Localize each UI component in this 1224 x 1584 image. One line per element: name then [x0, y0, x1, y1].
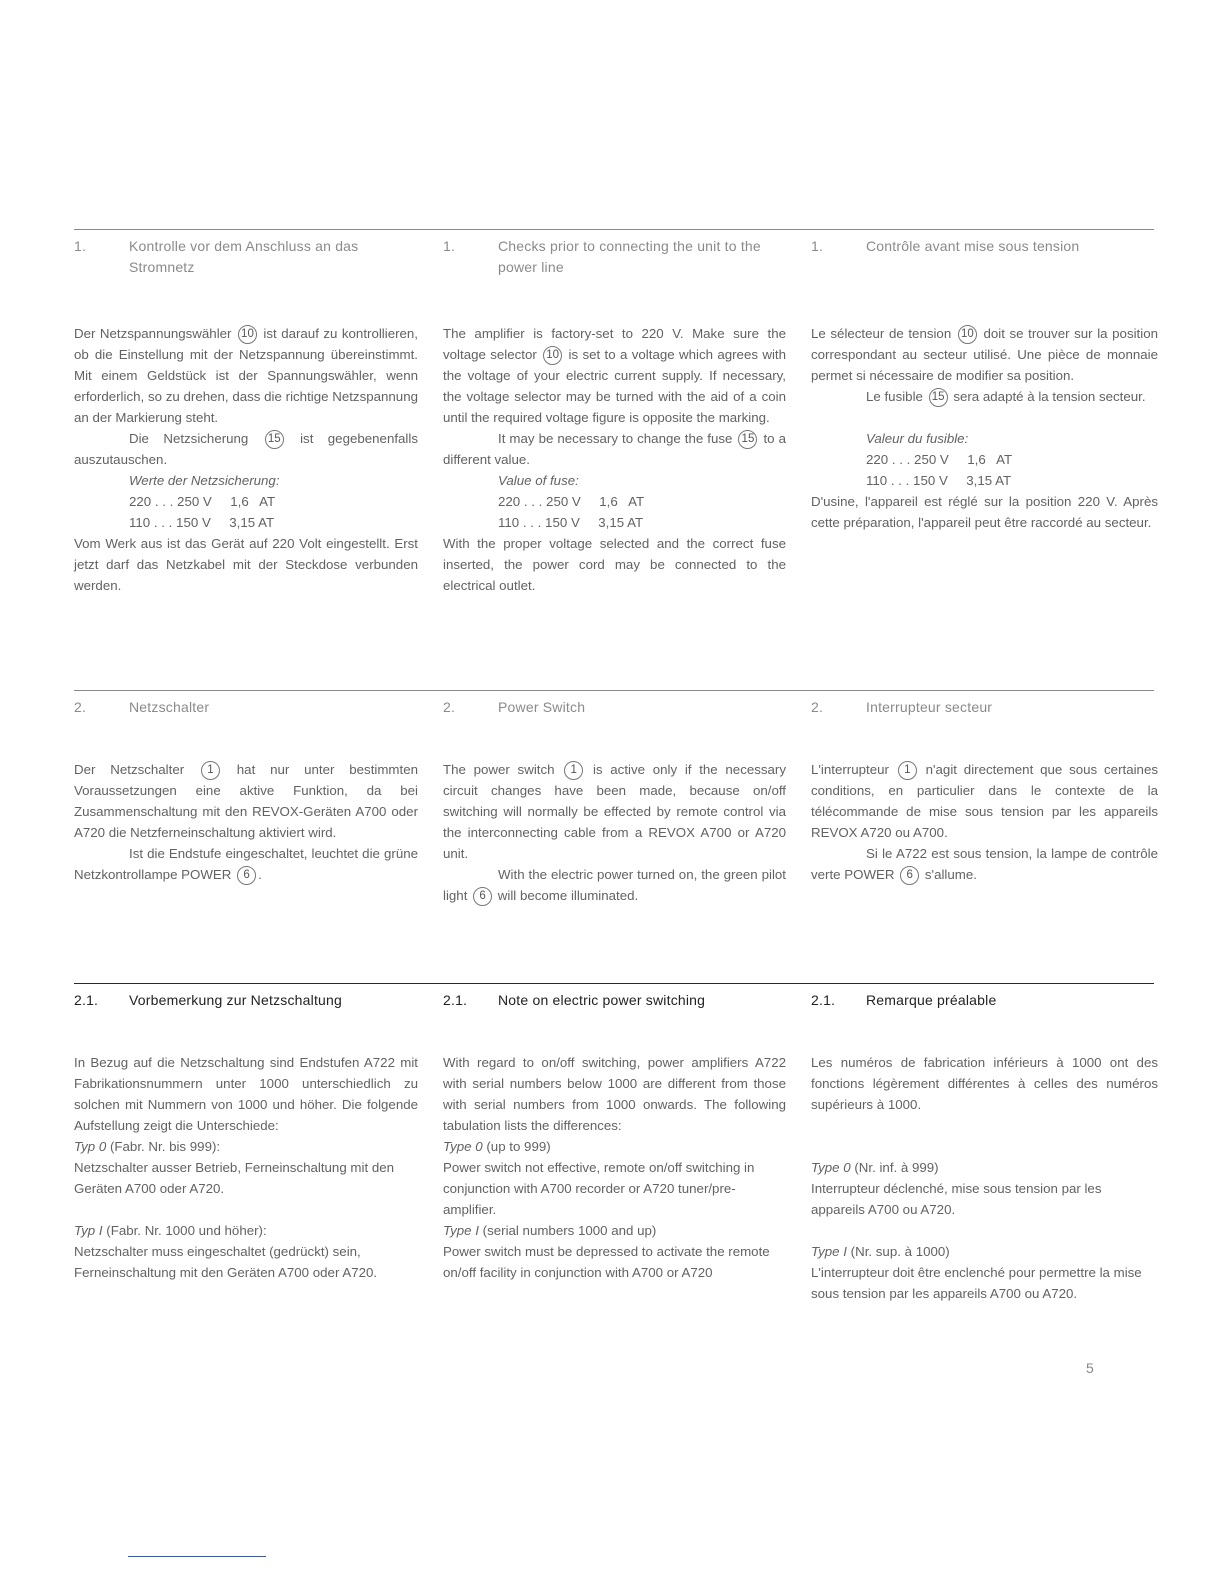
type-0-text: Netzschalter ausser Betrieb, Ferneinschaltung mit den Geräten A700 oder A720.	[74, 1160, 395, 1196]
type-1-heading	[74, 1220, 418, 1241]
fuse-table	[74, 470, 418, 533]
section-2-german	[74, 697, 418, 906]
heading-title: Remarque préalable	[866, 992, 997, 1008]
text: It may be necessary to change the fuse	[498, 431, 737, 446]
type-range: (up to 999)	[482, 1139, 551, 1154]
paragraph	[443, 864, 786, 906]
callout-6: 6	[900, 866, 919, 885]
spacer	[811, 1220, 1158, 1241]
paragraph: Vom Werk aus ist das Gerät auf 220 Volt eingestellt. Erst jetzt darf das Netzkabel mit der Steckdose verbunden werden.	[74, 536, 418, 593]
paragraph: With regard to on/off switching, power amplifiers A722 with serial numbers below 1000 are different from those with serial numbers from 1000 onwards. The following tabulation lists the differences:	[443, 1055, 786, 1133]
text: Le sélecteur de tension	[811, 326, 956, 341]
section-2-german-body	[74, 759, 418, 885]
section-1-german-heading	[74, 236, 418, 294]
fuse-table-title: Werte der Netzsicherung:	[129, 473, 280, 488]
text: s'allume.	[921, 867, 977, 882]
footer-rule	[128, 1556, 266, 1557]
heading-title: Contrôle avant mise sous tension	[866, 238, 1080, 254]
paragraph: Les numéros de fabrication inférieurs à 1000 ont des fonctions légèrement différentes à celles des numéros supérieurs à 1000.	[811, 1055, 1158, 1112]
heading-title: Interrupteur secteur	[866, 699, 993, 715]
type-0-heading	[74, 1136, 418, 1157]
callout-10: 10	[543, 346, 562, 365]
heading-number: 1.	[74, 238, 87, 254]
heading-number: 2.	[443, 699, 456, 715]
section-1-rule	[74, 229, 1154, 230]
text: Si le A722 est sous tension, la lampe de contrôle verte POWER	[811, 846, 1158, 882]
type-1-text: L'interrupteur doit être enclenché pour permettre la mise sous tension par les appareils A700 ou A720.	[811, 1265, 1142, 1301]
heading-title: Checks prior to connecting the unit to the power line	[498, 238, 761, 275]
section-2-1	[74, 990, 1158, 1304]
spacer	[74, 1199, 418, 1220]
callout-10: 10	[238, 325, 257, 344]
heading-number: 2.1.	[74, 992, 99, 1008]
type-1-text: Netzschalter muss eingeschaltet (gedrückt) sein, Ferneinschaltung mit den Geräten A700 oder A720.	[74, 1244, 378, 1280]
section-2-1-rule	[74, 983, 1154, 984]
section-2-1-english-heading	[443, 990, 786, 1048]
type-range: (Nr. inf. à 999)	[850, 1160, 939, 1175]
page-number: 5	[1086, 1360, 1094, 1376]
paragraph: In Bezug auf die Netzschaltung sind Endstufen A722 mit Fabrikationsnummern unter 1000 unterschiedlich zu solchen mit Nummern von 1000 und höher. Die folgende Aufstellung zeigt die Unterschiede:	[74, 1055, 418, 1133]
section-2-1-german	[74, 990, 418, 1304]
text: will become illuminated.	[494, 888, 639, 903]
heading-title: Kontrolle vor dem Anschluss an das Stromnetz	[129, 238, 359, 275]
text: to a different value.	[443, 431, 786, 467]
section-2-english-body	[443, 759, 786, 906]
text: ist gegebenenfalls auszutauschen.	[74, 431, 418, 467]
callout-10: 10	[958, 325, 977, 344]
fuse-row: 220 . . . 250 V 1,6 AT	[129, 494, 276, 509]
paragraph	[74, 323, 418, 428]
type-0-heading	[443, 1136, 786, 1157]
text: With the electric power turned on, the green pilot light	[443, 867, 786, 903]
type-0-text: Power switch not effective, remote on/off switching in conjunction with A700 recorder or A720 tuner/pre-amplifier.	[443, 1160, 755, 1217]
heading-title: Netzschalter	[129, 699, 210, 715]
callout-6: 6	[473, 887, 492, 906]
callout-15: 15	[265, 430, 284, 449]
type-0-text: Interrupteur déclenché, mise sous tension par les appareils A700 ou A720.	[811, 1181, 1102, 1217]
type-label: Type 0	[811, 1160, 851, 1175]
section-1-french-heading	[811, 236, 1158, 294]
type-0-heading	[811, 1157, 1158, 1178]
heading-title: Note on electric power switching	[498, 992, 706, 1008]
type-1-text: Power switch must be depressed to activate the remote on/off facility in conjunction with A700 or A720	[443, 1244, 770, 1280]
paragraph	[811, 843, 1158, 885]
section-2-1-german-heading	[74, 990, 418, 1048]
heading-number: 2.1.	[443, 992, 468, 1008]
section-1-english-heading	[443, 236, 786, 294]
heading-title: Power Switch	[498, 699, 586, 715]
section-2-french-heading	[811, 697, 1158, 755]
fuse-table-title: Value of fuse:	[498, 473, 579, 488]
callout-6: 6	[237, 866, 256, 885]
callout-15: 15	[738, 430, 757, 449]
fuse-row: 110 . . . 150 V 3,15 AT	[866, 473, 1012, 488]
section-1-english	[443, 236, 786, 596]
type-label: Type 0	[443, 1139, 483, 1154]
section-2-french	[811, 697, 1158, 906]
type-1-heading	[811, 1241, 1158, 1262]
type-label: Type I	[443, 1223, 479, 1238]
text: Der Netzspannungswähler	[74, 326, 236, 341]
text: The amplifier is factory-set to 220 V. Make sure the voltage selector	[443, 326, 786, 362]
callout-1: 1	[201, 761, 220, 780]
callout-1: 1	[898, 761, 917, 780]
paragraph	[811, 386, 1158, 407]
section-1-german	[74, 236, 418, 596]
heading-number: 2.	[811, 699, 824, 715]
type-range: (Nr. sup. à 1000)	[846, 1244, 950, 1259]
text: .	[258, 867, 262, 882]
section-2-french-body	[811, 759, 1158, 885]
type-label: Type I	[811, 1244, 847, 1259]
section-2-1-german-body	[74, 1052, 418, 1283]
section-2-1-french-body	[811, 1052, 1158, 1304]
fuse-row: 220 . . . 250 V 1,6 AT	[866, 452, 1013, 467]
text: is set to a voltage which agrees with the voltage of your electric current supply. If necessary, the voltage selector may be turned with the aid of a coin until the required voltage figure is opposite the marking.	[443, 347, 786, 425]
type-label: Typ I	[74, 1223, 103, 1238]
type-range: (serial numbers 1000 and up)	[478, 1223, 657, 1238]
section-2-rule	[74, 690, 1154, 691]
paragraph	[74, 843, 418, 885]
section-2-1-english	[443, 990, 786, 1304]
paragraph: With the proper voltage selected and the correct fuse inserted, the power cord may be connected to the electrical outlet.	[443, 536, 786, 593]
section-2-1-french	[811, 990, 1158, 1304]
paragraph	[74, 759, 418, 843]
text: Le fusible	[866, 389, 927, 404]
fuse-table-title: Valeur du fusible:	[866, 431, 969, 446]
section-2-german-heading	[74, 697, 418, 755]
heading-number: 2.	[74, 699, 87, 715]
type-1-heading	[443, 1220, 786, 1241]
heading-number: 1.	[443, 238, 456, 254]
section-2-1-english-body	[443, 1052, 786, 1283]
type-range: (Fabr. Nr. bis 999):	[106, 1139, 221, 1154]
callout-15: 15	[929, 388, 948, 407]
section-2	[74, 697, 1158, 906]
heading-title: Vorbemerkung zur Netzschaltung	[129, 992, 342, 1008]
paragraph	[443, 323, 786, 428]
text: Ist die Endstufe eingeschaltet, leuchtet die grüne Netzkontrollampe POWER	[74, 846, 418, 882]
text: Der Netzschalter	[74, 762, 199, 777]
spacer	[811, 1136, 1158, 1157]
fuse-row: 110 . . . 150 V 3,15 AT	[129, 515, 275, 530]
section-1-english-body	[443, 323, 786, 596]
type-range: (Fabr. Nr. 1000 und höher):	[102, 1223, 267, 1238]
section-2-english	[443, 697, 786, 906]
type-label: Typ 0	[74, 1139, 107, 1154]
spacer	[811, 1115, 1158, 1136]
paragraph	[443, 428, 786, 470]
text: sera adapté à la tension secteur.	[949, 389, 1146, 404]
paragraph	[811, 759, 1158, 843]
section-2-english-heading	[443, 697, 786, 755]
paragraph: D'usine, l'appareil est réglé sur la position 220 V. Après cette préparation, l'appareil peut être raccordé au secteur.	[811, 494, 1158, 530]
text: The power switch	[443, 762, 563, 777]
heading-number: 2.1.	[811, 992, 836, 1008]
spacer	[811, 407, 1158, 428]
paragraph	[811, 323, 1158, 386]
section-1-french-body	[811, 323, 1158, 533]
text: Die Netzsicherung	[129, 431, 263, 446]
heading-number: 1.	[811, 238, 824, 254]
text: n'agit directement que sous certaines conditions, en particulier dans le contexte de la télécommande de mise sous tension par les appareils REVOX A720 ou A700.	[811, 762, 1158, 840]
text: L'interrupteur	[811, 762, 896, 777]
paragraph	[74, 428, 418, 470]
section-1	[74, 236, 1158, 596]
section-1-french	[811, 236, 1158, 596]
section-1-german-body	[74, 323, 418, 596]
text: doit se trouver sur la position correspondant au secteur utilisé. Une pièce de monnaie permet si nécessaire de modifier sa position.	[811, 326, 1158, 383]
callout-1: 1	[564, 761, 583, 780]
fuse-row: 110 . . . 150 V 3,15 AT	[498, 515, 644, 530]
text: hat nur unter bestimmten Voraussetzungen eine aktive Funktion, da bei Zusammenschaltung mit den REVOX-Geräten A700 oder A720 die Netzferneinschaltung aktiviert wird.	[74, 762, 418, 840]
section-2-1-french-heading	[811, 990, 1158, 1048]
text: is active only if the necessary circuit changes have been made, because on/off switching will normally be effected by remote control via the interconnecting cable from a REVOX A700 or A720 unit.	[443, 762, 787, 861]
fuse-table	[811, 428, 1158, 491]
fuse-row: 220 . . . 250 V 1,6 AT	[498, 494, 645, 509]
text: ist darauf zu kontrollieren, ob die Einstellung mit der Netzspannung übereinstimmt. Mit einem Geldstück ist der Spannungswähler, wenn erforderlich, so zu drehen, dass die richtige Netzspannung an der Markierung steht.	[74, 326, 419, 425]
paragraph	[443, 759, 786, 864]
fuse-table	[443, 470, 786, 533]
